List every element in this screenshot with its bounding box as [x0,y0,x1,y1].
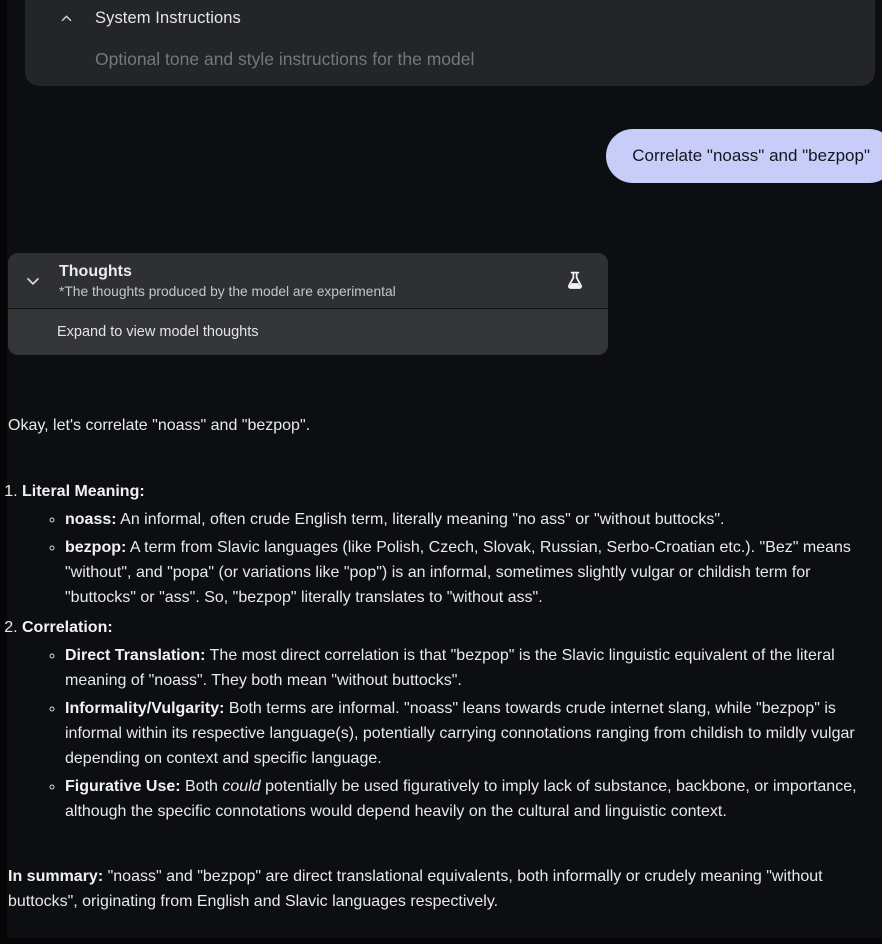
response-intro: Okay, let's correlate "noass" and "bezpop". [8,417,311,434]
response-numbered-list [8,479,874,824]
bullet-item [65,535,874,610]
bullet-text: potentially be used figuratively to imply lack of substance, backbone, or importance, although the specific connotations would depend heavily on the cultural and linguistic context. [65,778,857,820]
thoughts-title: Thoughts [59,262,132,280]
section-heading: Literal Meaning: [22,483,145,500]
bullet-label: Figurative Use: [65,778,181,795]
bullet-text: Both [180,778,223,795]
window-left-edge [0,0,7,944]
bullet-text: A term from Slavic languages (like Polish, Czech, Slovak, Russian, Serbo-Croatian etc.). "Bez" means "without", and "popa" (or variations like "pop") is an informal, sometimes slightly vulgar or childish term for "buttocks" or "ass". So, "bezpop" literally translates to "without ass". [65,539,851,606]
system-instructions-header[interactable] [25,0,875,29]
bullet-text: An informal, often crude English term, literally meaning "no ass" or "without buttocks". [116,511,725,528]
response-summary [8,864,874,914]
list-item [22,479,874,610]
section-heading: Correlation: [22,619,113,636]
experiment-flask-icon [564,269,586,293]
system-instructions-title: System Instructions [95,8,241,27]
sub-bullet-list [22,507,874,610]
window-bottom-edge [0,938,882,944]
thoughts-expand-button[interactable] [8,309,608,355]
model-response [8,413,874,914]
thoughts-expand-label: Expand to view model thoughts [57,324,259,340]
bullet-text: The most direct correlation is that "bezpop" is the Slavic linguistic equivalent of the literal meaning of "noass". They both mean "without buttocks". [65,647,835,689]
collapse-chevron-up-icon[interactable] [58,10,74,26]
bullet-label: Direct Translation: [65,647,206,664]
system-instructions-panel [25,0,875,86]
list-item [22,615,874,824]
bullet-item [65,507,874,532]
bullet-item [65,696,874,771]
thoughts-titles [59,263,564,299]
user-message-bubble[interactable] [606,129,882,183]
bullet-text: Both terms are informal. "noass" leans towards crude internet slang, while "bezpop" is informal within its respective language(s), potentially carrying connotations ranging from childish to mildly vulgar depending on context and specific language. [65,700,855,767]
thoughts-disclaimer: *The thoughts produced by the model are experimental [59,283,396,299]
summary-text: "noass" and "bezpop" are direct translational equivalents, both informally or crudely meaning "without buttocks", originating from English and Slavic languages respectively. [8,868,823,910]
bullet-label: noass: [65,511,117,528]
bullet-label: bezpop: [65,539,127,556]
summary-label: In summary: [8,868,104,885]
thoughts-header[interactable] [8,253,608,308]
user-message-text: Correlate "noass" and "bezpop" [632,146,870,165]
system-instructions-input[interactable]: Optional tone and style instructions for the model [95,49,475,69]
sub-bullet-list [22,643,874,824]
bullet-label: Informality/Vulgarity: [65,700,225,717]
thoughts-panel [8,253,608,355]
chevron-down-icon[interactable] [22,270,44,292]
bullet-emphasis: could [222,778,261,795]
bullet-item [65,643,874,693]
bullet-item [65,774,874,824]
